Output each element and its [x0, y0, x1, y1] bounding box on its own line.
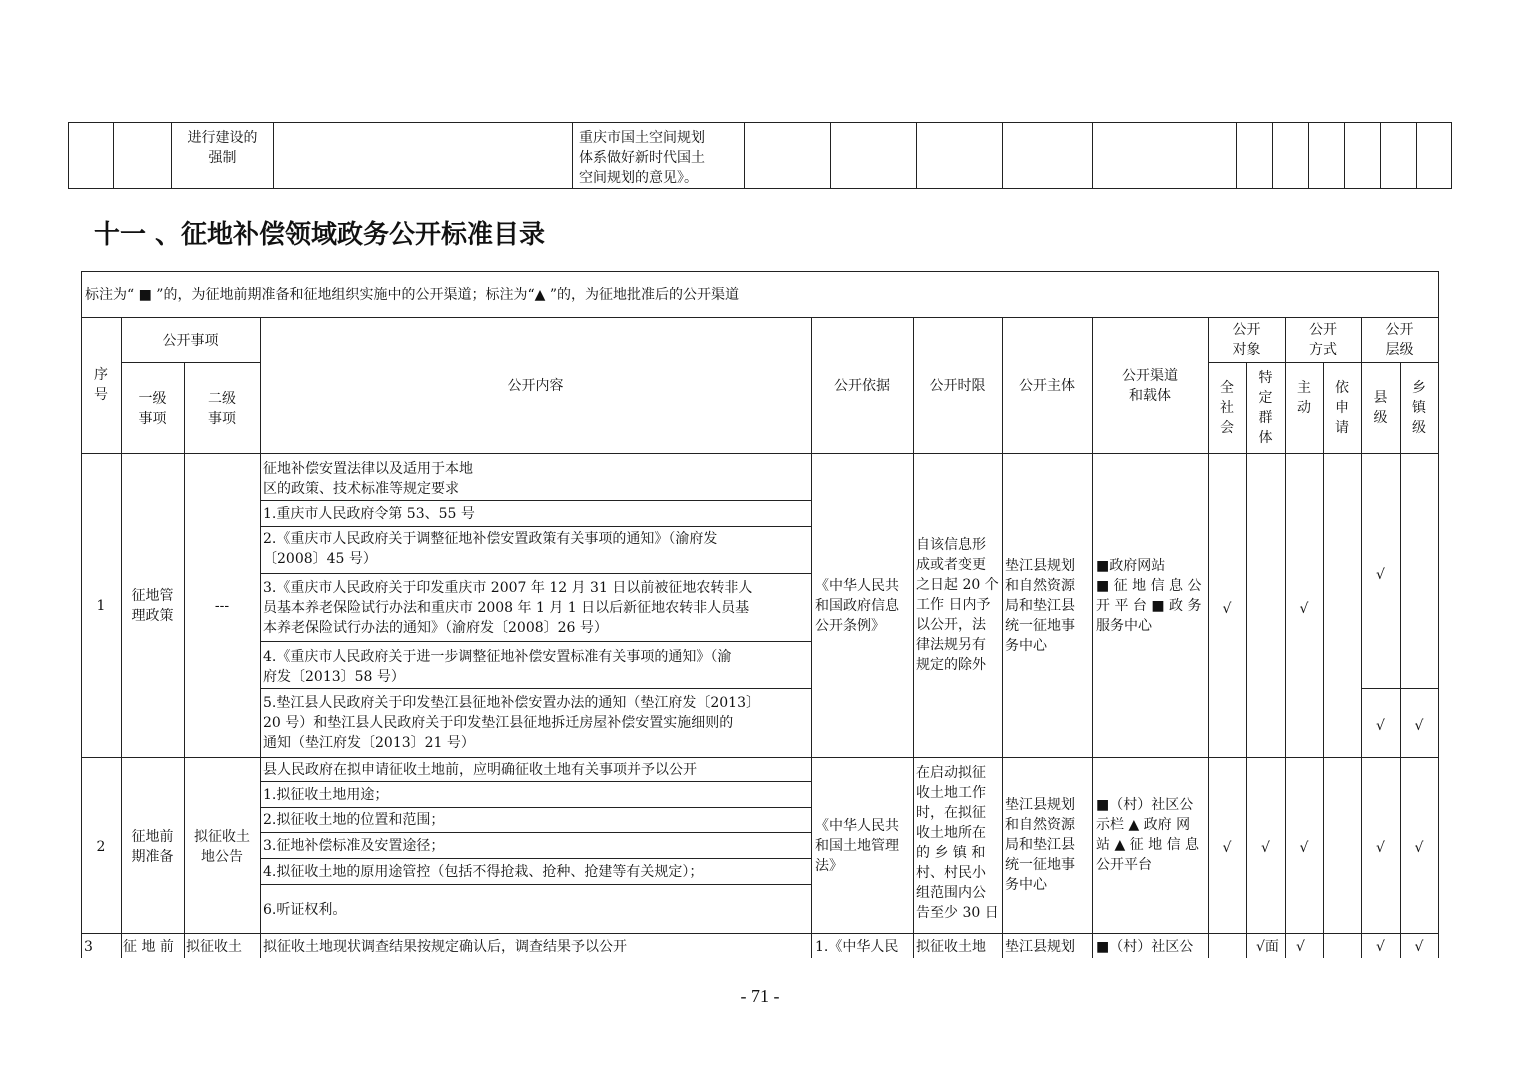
header-mode: 公开 方式	[1309, 322, 1337, 358]
row-level1: 征地管 理政策	[131, 588, 174, 624]
check-mark: √	[1261, 840, 1270, 856]
header-target: 公开 对象	[1232, 322, 1261, 358]
check-mark: √	[1376, 840, 1385, 856]
row-time-limit: 自该信息形 成或者变更 之日起 20 个 工作 日内予 以公开，法 律法规另有 规定的除外	[916, 537, 999, 673]
header-target-all: 全 社 会	[1220, 380, 1234, 436]
check-mark: √	[1376, 718, 1385, 734]
row-level1: 征地前 期准备	[131, 829, 174, 865]
section-title: 十一 、征地补偿领域政务公开标准目录	[94, 220, 546, 250]
row-basis: 《中华人民共 和国政府信息 公开条例》	[815, 578, 899, 634]
content-line: 6.听证权利。	[263, 902, 347, 918]
check-mark: √	[1222, 601, 1232, 617]
prev-col3-text: 进行建设的 强制	[187, 130, 258, 166]
content-line: 1.重庆市人民政府令第 53、55 号	[263, 506, 475, 522]
content-line: 3.《重庆市人民政府关于印发重庆市 2007 年 12 月 31 日以前被征地农转非人 员基本养老保险试行办法和重庆市 2008 年 1 月 1 日以后新征地农转非人员基 本养老保险试行办法的通知》（渝府发〔2008〕26 号）	[263, 580, 753, 636]
header-seq: 序 号	[94, 367, 108, 403]
content-line: 3.征地补偿标准及安置途径；	[263, 838, 445, 854]
header-basis: 公开依据	[834, 378, 890, 394]
row-time-limit: 在启动拟征 收土地工作 时，在拟征 收土地所在 的 乡 镇 和 村、村民小 组范围内公 告至少 30 日	[916, 765, 999, 921]
row-time-limit: 拟征收土地	[916, 939, 986, 955]
row-seq: 2	[96, 839, 106, 855]
header-tier-town: 乡 镇 级	[1412, 380, 1426, 436]
check-mark: √	[1376, 939, 1385, 955]
row-basis: 《中华人民共 和国土地管理 法》	[815, 818, 899, 874]
row-level2: ---	[214, 598, 230, 614]
row-subject: 垫江县规划 和自然资源 局和垫江县 统一征地事 务中心	[1005, 797, 1075, 893]
check-mark: √	[1414, 718, 1424, 734]
content-line: 4.《重庆市人民政府关于进一步调整征地补偿安置标准有关事项的通知》（渝 府发〔2013〕58 号）	[263, 649, 732, 685]
check-mark: √	[1299, 601, 1309, 617]
row-channel: ■（村）社区公 示栏 ▲ 政府 网 站 ▲ 征 地 信 息 公开平台	[1096, 797, 1200, 873]
row-content: 拟征收土地现状调查结果按规定确认后，调查结果予以公开	[263, 939, 627, 955]
content-line: 4.拟征收土地的原用途管控（包括不得抢栽、抢种、抢建等有关规定）；	[263, 864, 704, 880]
header-tier: 公开 层级	[1385, 322, 1414, 358]
content-line: 2.《重庆市人民政府关于调整征地补偿安置政策有关事项的通知》（渝府发 〔2008〕45 号）	[263, 531, 718, 567]
content-line: 5.垫江县人民政府关于印发垫江县征地补偿安置办法的通知（垫江府发〔2013〕 20 号）和垫江县人民政府关于印发垫江县征地拆迁房屋补偿安置实施细则的 通知（垫江府发〔2013〕21 号）	[263, 695, 760, 751]
content-line: 征地补偿安置法律以及适用于本地 区的政策、技术标准等规定要求	[263, 461, 473, 497]
header-level2: 二级 事项	[208, 391, 236, 427]
check-mark: √面	[1256, 939, 1279, 955]
header-tier-county: 县 级	[1373, 390, 1388, 426]
check-mark: √	[1376, 567, 1385, 583]
header-content: 公开内容	[507, 378, 564, 394]
row-level2: 拟征收土 地公告	[194, 829, 250, 865]
row-channel: ■政府网站 ■ 征 地 信 息 公 开 平 台 ■ 政 务 服务中心	[1096, 558, 1202, 634]
header-level1: 一级 事项	[138, 391, 167, 427]
header-target-group: 特 定 群 体	[1258, 370, 1273, 446]
header-subject: 公开主体	[1019, 378, 1075, 394]
row-channel: ■（村）社区公	[1096, 939, 1194, 955]
page-number: - 71 -	[740, 986, 780, 1006]
legend-note: 标注为“ ■ ”的，为征地前期准备和征地组织实施中的公开渠道；标注为“▲ ”的，为征地批准后的公开渠道	[85, 287, 739, 303]
header-channel: 公开渠道 和载体	[1122, 368, 1178, 404]
header-item: 公开事项	[162, 333, 219, 349]
check-mark: √	[1299, 840, 1309, 856]
check-mark: √	[1296, 939, 1305, 955]
row-seq: 3	[84, 939, 93, 955]
header-mode-request: 依 申 请	[1335, 380, 1349, 436]
row-subject: 垫江县规划 和自然资源 局和垫江县 统一征地事 务中心	[1005, 558, 1075, 654]
row-subject: 垫江县规划	[1005, 939, 1075, 955]
row-basis: 1.《中华人民	[815, 939, 899, 955]
check-mark: √	[1222, 840, 1232, 856]
content-line: 2.拟征收土地的位置和范围；	[263, 812, 445, 828]
row-level1: 征 地 前	[123, 939, 174, 955]
row-level2: 拟征收土	[186, 939, 242, 955]
header-time-limit: 公开时限	[929, 378, 986, 394]
check-mark: √	[1414, 939, 1424, 955]
check-mark: √	[1414, 840, 1424, 856]
row-seq: 1	[96, 598, 106, 614]
prev-col5-text: 重庆市国土空间规划 体系做好新时代国土 空间规划的意见》。	[579, 130, 705, 186]
header-mode-active: 主 动	[1297, 380, 1311, 416]
content-line: 1.拟征收土地用途；	[263, 787, 389, 803]
content-line: 县人民政府在拟申请征收土地前，应明确征收土地有关事项并予以公开	[263, 762, 697, 778]
